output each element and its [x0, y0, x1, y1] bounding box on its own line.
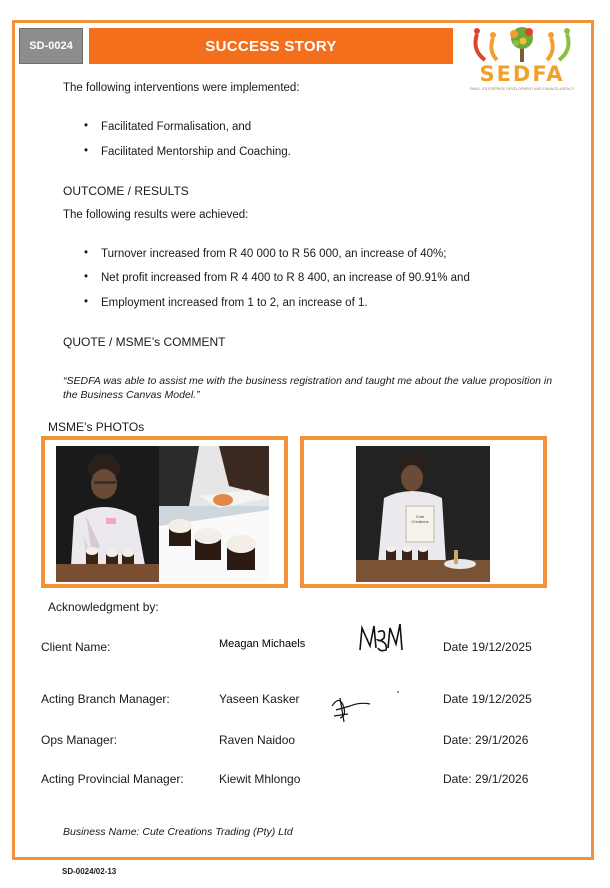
quote-heading: QUOTE / MSME’s COMMENT — [63, 335, 226, 349]
document-code-badge: SD-0024 — [19, 28, 83, 64]
outcome-heading: OUTCOME / RESULTS — [63, 184, 189, 198]
outcome-intro: The following results were achieved: — [63, 209, 249, 221]
client-name: Meagan Michaels — [219, 638, 306, 650]
ops-manager-role-label: Ops Manager: — [41, 733, 118, 747]
photos-heading: MSME’s PHOTOs — [48, 420, 145, 434]
outcome-item: Net profit increased from R 4 400 to R 8 400, an increase of 90.91% and — [101, 272, 470, 284]
bullet-dot: • — [84, 296, 89, 308]
ops-manager-date: Date: 29/1/2026 — [443, 733, 529, 747]
photo-owner-with-sign — [356, 446, 490, 582]
bullet-dot: • — [84, 120, 89, 132]
ops-manager-name: Raven Naidoo — [219, 733, 296, 747]
page-title: SUCCESS STORY — [89, 28, 453, 64]
provincial-manager-name: Kiewit Mhlongo — [219, 772, 301, 786]
msme-quote: “SEDFA was able to assist me with the business registration and taught me about the value proposition in the Business Canvas Model.” — [63, 375, 553, 401]
intervention-item: Facilitated Formalisation, and — [101, 121, 252, 133]
provincial-manager-date: Date: 29/1/2026 — [443, 772, 529, 786]
sign-board-text: Cute Creations — [411, 514, 429, 524]
client-role-label: Client Name: — [41, 640, 111, 654]
business-name: Business Name: Cute Creations Trading (Pty) Ltd — [63, 826, 293, 838]
bullet-dot: • — [84, 145, 89, 157]
acknowledgment-heading: Acknowledgment by: — [48, 600, 159, 614]
interventions-intro: The following interventions were implemented: — [63, 82, 300, 94]
client-date: Date 19/12/2025 — [443, 640, 532, 654]
branch-manager-role-label: Acting Branch Manager: — [41, 692, 170, 706]
outcome-item: Turnover increased from R 40 000 to R 56 000, an increase of 40%; — [101, 248, 447, 260]
bullet-dot: • — [84, 271, 89, 283]
footer-document-code: SD-0024/02-13 — [62, 867, 117, 876]
photo-owner-piping — [56, 446, 159, 582]
branch-manager-signature — [326, 686, 402, 724]
branch-manager-name: Yaseen Kasker — [219, 692, 300, 706]
logo-tagline: SMALL ENTERPRISE DEVELOPMENT AND FINANCE AGENCY — [469, 87, 575, 91]
branch-manager-date: Date 19/12/2025 — [443, 692, 532, 706]
logo-wordmark: SEDFA — [479, 62, 565, 86]
bullet-dot: • — [84, 247, 89, 259]
client-signature — [356, 620, 406, 656]
photo-cupcakes-closeup — [159, 446, 269, 582]
logo-tree-icon — [463, 24, 581, 64]
intervention-item: Facilitated Mentorship and Coaching. — [101, 146, 291, 158]
outcome-item: Employment increased from 1 to 2, an increase of 1. — [101, 297, 368, 309]
provincial-manager-role-label: Acting Provincial Manager: — [41, 772, 184, 786]
sedfa-logo — [463, 24, 581, 96]
